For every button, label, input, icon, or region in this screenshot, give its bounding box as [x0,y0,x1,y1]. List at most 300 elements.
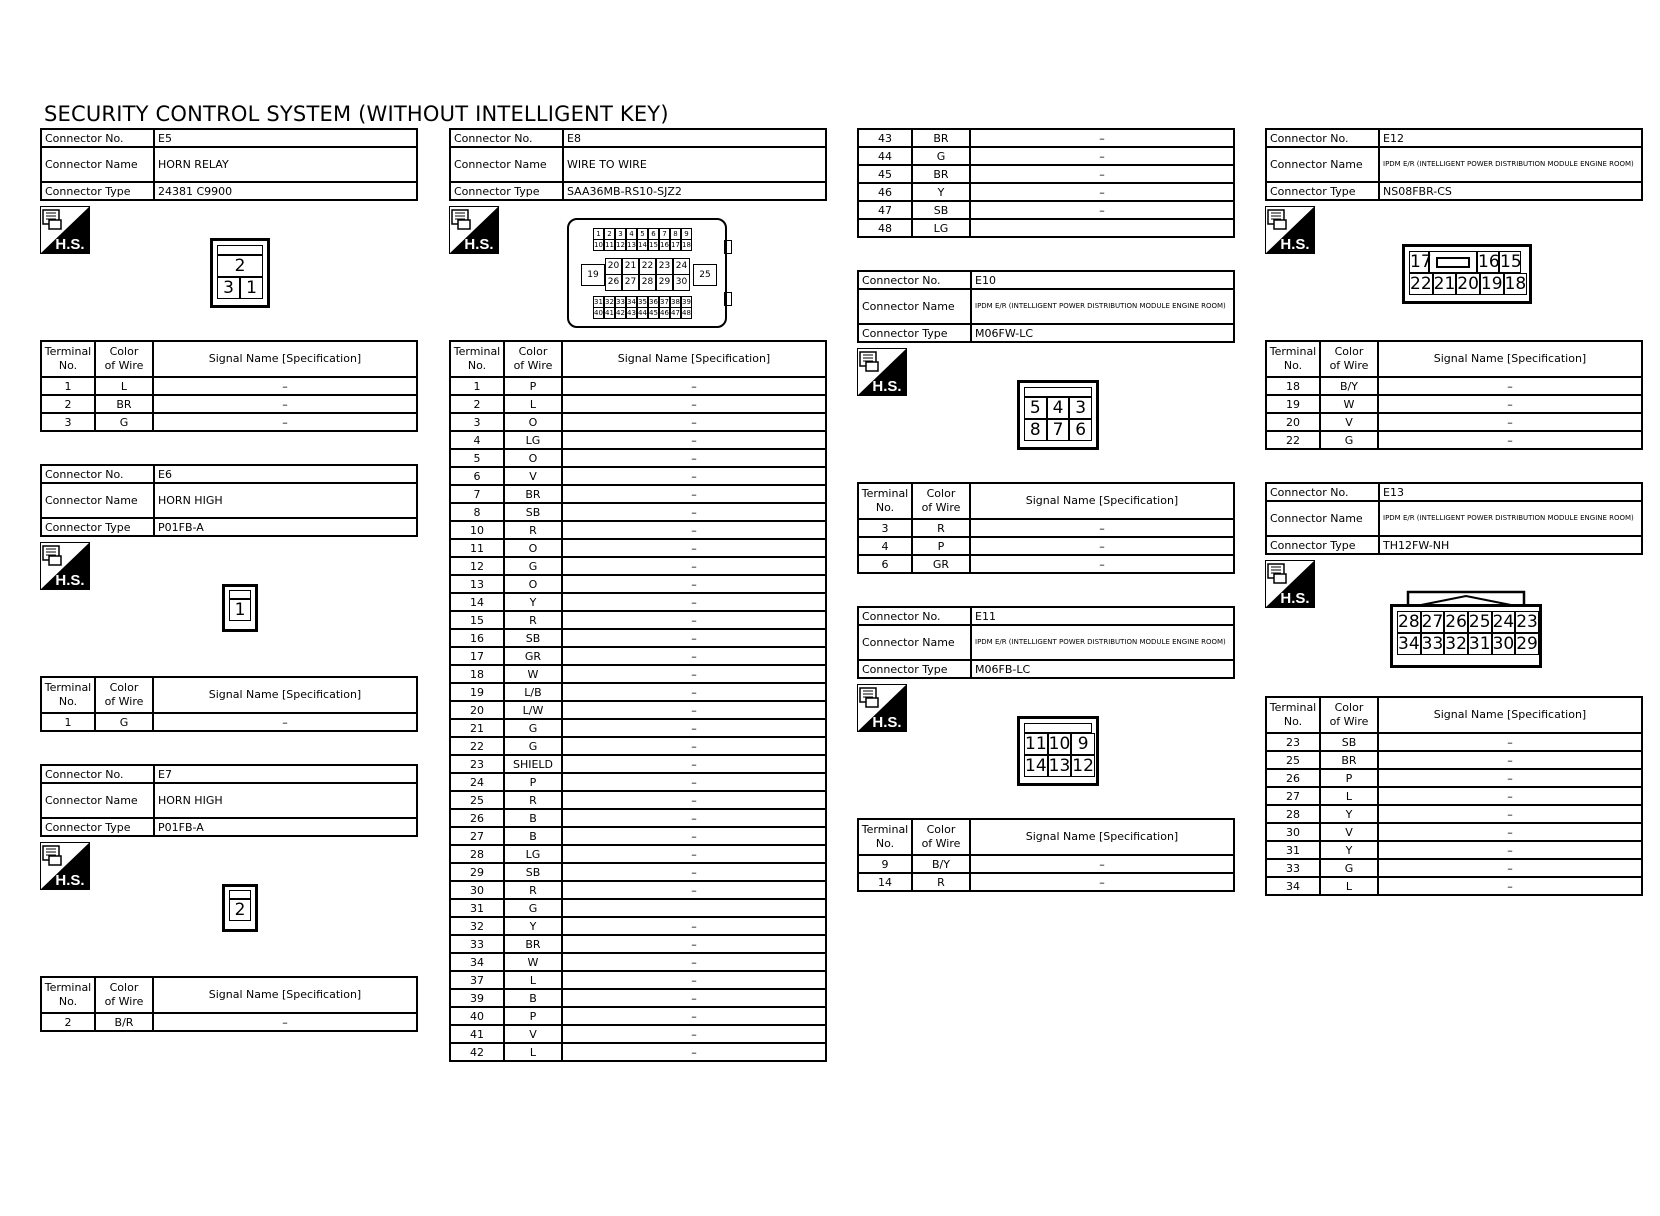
pin: 14 [1025,756,1047,776]
th-color: Color of Wire [912,819,970,855]
wire-color: SHIELD [504,755,562,773]
pin: 38 [671,298,680,306]
pin: 3 [1069,397,1092,419]
pin: 17 [1410,252,1432,272]
wire-color: G [504,899,562,917]
pin: 46 [660,309,669,317]
connector-type: M06FW-LC [971,324,1234,342]
pin: 24 [673,258,690,275]
table-row [858,555,1234,573]
signal-name: – [970,129,1234,147]
terminal-no: 42 [450,1043,504,1061]
signal-name: – [1378,769,1642,787]
signal-name: – [562,773,826,791]
terminal-no: 41 [450,1025,504,1043]
th-color: Color of Wire [95,341,153,377]
terminal-no: 18 [1266,377,1320,395]
wire-color: L/B [504,683,562,701]
wire-color: LG [504,845,562,863]
wire-color: V [1320,413,1378,431]
signal-name [970,219,1234,237]
label-connector-type: Connector Type [858,324,971,342]
signal-name: – [562,467,826,485]
signal-name: – [562,377,826,395]
wire-color: R [504,881,562,899]
wire-color: BR [912,165,970,183]
connector-no: E11 [971,607,1234,625]
pin: 9 [681,228,692,240]
wire-color: BR [504,935,562,953]
wire-color: SB [504,629,562,647]
signal-name: – [562,665,826,683]
terminal-no: 19 [1266,395,1320,413]
pin: 1 [229,599,251,621]
terminal-no: 27 [1266,787,1320,805]
label-connector-type: Connector Type [41,518,154,536]
table-row [450,647,826,665]
table-row [858,519,1234,537]
table-row [858,165,1234,183]
signal-name: – [970,537,1234,555]
terminal-no: 11 [450,539,504,557]
wire-color: L/W [504,701,562,719]
wire-color: B [504,809,562,827]
wire-color: SB [1320,733,1378,751]
table-row [1266,413,1642,431]
signal-name: – [1378,395,1642,413]
table-row [1266,877,1642,895]
signal-name: – [153,413,417,431]
connector-no: E10 [971,271,1234,289]
table-row [450,827,826,845]
table-row [1266,823,1642,841]
terminal-no: 48 [858,219,912,237]
connector-name: WIRE TO WIRE [563,147,826,182]
signal-name: – [562,953,826,971]
signal-name: – [562,827,826,845]
wire-color: Y [504,593,562,611]
wire-color: BR [1320,751,1378,769]
terminal-no: 15 [450,611,504,629]
pin: 6 [648,228,659,240]
hs-icon [40,542,90,590]
wire-color: BR [504,485,562,503]
terminal-no: 23 [1266,733,1320,751]
pin: 39 [682,298,691,306]
terminal-no: 2 [450,395,504,413]
terminal-no: 32 [450,917,504,935]
pin: 41 [605,309,614,317]
pin: 30 [1492,634,1515,654]
table-row [450,809,826,827]
terminal-table-e12 [1265,340,1643,450]
signal-name: – [1378,841,1642,859]
connector-e8 [449,128,827,201]
hs-icon [40,842,90,890]
terminal-table-e7 [40,976,418,1032]
signal-name: – [970,873,1234,891]
pin: 34 [627,298,636,306]
pin: 5 [637,228,648,240]
label-connector-name: Connector Name [1266,147,1379,182]
label-connector-name: Connector Name [858,289,971,324]
pin: 28 [639,274,656,291]
wire-color: G [1320,431,1378,449]
signal-name: – [562,503,826,521]
wire-color: L [1320,877,1378,895]
connector-type: 24381 C9900 [154,182,417,200]
connector-e7 [40,764,418,837]
signal-name: – [562,431,826,449]
wire-color: W [504,953,562,971]
label-connector-type: Connector Type [858,660,971,678]
table-row [450,665,826,683]
pin: 8 [670,228,681,240]
signal-name: – [970,555,1234,573]
terminal-no: 12 [450,557,504,575]
connector-face-e5 [210,238,270,308]
connector-e12 [1265,128,1643,201]
signal-name: – [562,1025,826,1043]
wire-color: G [504,737,562,755]
label-connector-no: Connector No. [858,271,971,289]
wire-color: BR [95,395,153,413]
wire-color: B [504,989,562,1007]
table-row [1266,377,1642,395]
pin: 5 [1024,397,1047,419]
pin: 7 [659,228,670,240]
signal-name: – [562,521,826,539]
th-color: Color of Wire [504,341,562,377]
wire-color: P [504,1007,562,1025]
connector-e11 [857,606,1235,679]
terminal-no: 45 [858,165,912,183]
pin: 18 [682,241,691,249]
th-signal: Signal Name [Specification] [562,341,826,377]
table-row [450,863,826,881]
label-connector-type: Connector Type [41,818,154,836]
pin: 42 [616,309,625,317]
table-row [450,701,826,719]
wire-color: P [912,537,970,555]
terminal-no: 13 [450,575,504,593]
pin: 22 [639,258,656,275]
pin: 40 [594,309,603,317]
signal-name: – [562,629,826,647]
pin: 19 [1480,274,1503,294]
signal-name: – [1378,805,1642,823]
terminal-table-e10 [857,482,1235,574]
connector-face-e11 [1017,716,1099,786]
terminal-no: 17 [450,647,504,665]
page-title: SECURITY CONTROL SYSTEM (WITHOUT INTELLIGENT KEY) [44,102,669,126]
pin: 26 [605,274,622,291]
table-row [41,413,417,431]
pin: 18 [1504,274,1527,294]
wire-color: G [504,719,562,737]
label-connector-no: Connector No. [450,129,563,147]
th-terminal: Terminal No. [450,341,504,377]
table-row [450,737,826,755]
table-row [450,485,826,503]
signal-name: – [1378,751,1642,769]
terminal-no: 18 [450,665,504,683]
table-row [41,377,417,395]
table-row [450,1007,826,1025]
th-signal: Signal Name [Specification] [153,677,417,713]
terminal-no: 25 [450,791,504,809]
signal-name: – [153,377,417,395]
wire-color: LG [912,219,970,237]
pin: 15 [1500,252,1522,272]
table-row [450,881,826,899]
terminal-table-e5 [40,340,418,432]
table-row [450,377,826,395]
svg-text:H.S.: H.S. [55,572,85,589]
signal-name: – [1378,877,1642,895]
pin: 4 [626,228,637,240]
signal-name: – [1378,823,1642,841]
pin: 7 [1047,419,1070,441]
signal-name: – [562,575,826,593]
table-row [450,593,826,611]
wire-color: L [1320,787,1378,805]
table-row [450,683,826,701]
terminal-no: 29 [450,863,504,881]
pin: 8 [1024,419,1047,441]
pin: 30 [673,274,690,291]
signal-name: – [562,917,826,935]
th-terminal: Terminal No. [41,677,95,713]
pin: 35 [638,298,647,306]
wire-color: P [504,377,562,395]
table-row [41,395,417,413]
terminal-no: 26 [450,809,504,827]
pin: 47 [671,309,680,317]
table-row [1266,859,1642,877]
connector-face-e8 [567,218,727,328]
pin: 27 [622,274,639,291]
table-row [450,989,826,1007]
th-color: Color of Wire [912,483,970,519]
wire-color: W [1320,395,1378,413]
terminal-no: 25 [1266,751,1320,769]
table-row [450,719,826,737]
connector-face-e6 [222,584,258,632]
signal-name: – [1378,859,1642,877]
wire-color: O [504,539,562,557]
signal-name: – [562,1043,826,1061]
signal-name: – [562,989,826,1007]
label-connector-name: Connector Name [450,147,563,182]
signal-name: – [562,557,826,575]
wire-color: Y [1320,805,1378,823]
label-connector-name: Connector Name [41,483,154,518]
pin: 33 [616,298,625,306]
terminal-table-e6 [40,676,418,732]
pin: 12 [616,241,625,249]
terminal-no: 30 [450,881,504,899]
connector-type: NS08FBR-CS [1379,182,1642,200]
terminal-no: 28 [1266,805,1320,823]
wire-color: L [95,377,153,395]
connector-type: P01FB-A [154,818,417,836]
th-terminal: Terminal No. [1266,697,1320,733]
terminal-no: 20 [1266,413,1320,431]
wire-color: G [1320,859,1378,877]
th-color: Color of Wire [1320,341,1378,377]
label-connector-no: Connector No. [1266,129,1379,147]
terminal-no: 34 [1266,877,1320,895]
table-row [450,575,826,593]
pin: 1 [593,228,604,240]
wire-color: R [504,791,562,809]
wire-color: G [95,413,153,431]
table-row [858,219,1234,237]
table-row [450,629,826,647]
terminal-no: 24 [450,773,504,791]
connector-name: HORN RELAY [154,147,417,182]
pin: 31 [594,298,603,306]
wire-color: B/R [95,1013,153,1031]
table-row [450,449,826,467]
signal-name: – [1378,787,1642,805]
th-terminal: Terminal No. [858,819,912,855]
table-row [450,845,826,863]
terminal-no: 9 [858,855,912,873]
terminal-no: 21 [450,719,504,737]
connector-face-e10 [1017,380,1099,450]
pin: 26 [1445,612,1467,632]
wire-color: W [504,665,562,683]
terminal-no: 1 [450,377,504,395]
label-connector-no: Connector No. [41,465,154,483]
wire-color: G [95,713,153,731]
pin: 16 [660,241,669,249]
connector-name: IPDM E/R (INTELLIGENT POWER DISTRIBUTION MODULE ENGINE ROOM) [1379,501,1642,536]
pin: 23 [1516,612,1538,632]
pin: 14 [638,241,647,249]
terminal-no: 33 [450,935,504,953]
terminal-no: 44 [858,147,912,165]
wire-color: V [504,1025,562,1043]
connector-e6 [40,464,418,537]
table-row [1266,805,1642,823]
terminal-no: 26 [1266,769,1320,787]
table-row [858,147,1234,165]
table-row [41,713,417,731]
signal-name: – [1378,413,1642,431]
connector-name: IPDM E/R (INTELLIGENT POWER DISTRIBUTION MODULE ENGINE ROOM) [1379,147,1642,182]
connector-name: IPDM E/R (INTELLIGENT POWER DISTRIBUTION MODULE ENGINE ROOM) [971,289,1234,324]
hs-icon [1265,206,1315,254]
terminal-no: 14 [858,873,912,891]
pin: 10 [1048,734,1071,754]
signal-name: – [562,449,826,467]
svg-text:H.S.: H.S. [1280,236,1310,253]
label-connector-no: Connector No. [41,765,154,783]
signal-name: – [562,1007,826,1025]
terminal-no: 43 [858,129,912,147]
terminal-table-e13 [1265,696,1643,896]
signal-name: – [153,1013,417,1031]
wire-color: GR [912,555,970,573]
terminal-no: 47 [858,201,912,219]
pin: 43 [627,309,636,317]
terminal-no: 39 [450,989,504,1007]
pin: 48 [682,309,691,317]
th-signal: Signal Name [Specification] [970,819,1234,855]
th-terminal: Terminal No. [41,341,95,377]
signal-name [562,899,826,917]
pin: 37 [660,298,669,306]
wire-color: SB [504,863,562,881]
signal-name: – [153,395,417,413]
pin: 3 [615,228,626,240]
signal-name: – [970,165,1234,183]
pin: 25 [693,264,717,286]
table-row [450,1025,826,1043]
wire-color: L [504,395,562,413]
terminal-no: 6 [858,555,912,573]
table-row [450,557,826,575]
signal-name: – [970,855,1234,873]
pin: 3 [217,277,240,299]
terminal-no: 30 [1266,823,1320,841]
wire-color: O [504,575,562,593]
th-signal: Signal Name [Specification] [1378,341,1642,377]
pin: 6 [1069,419,1092,441]
svg-text:H.S.: H.S. [1280,590,1310,607]
hs-icon [857,684,907,732]
pin: 24 [1492,612,1515,632]
terminal-no: 31 [450,899,504,917]
hs-icon [1265,560,1315,608]
connector-no: E12 [1379,129,1642,147]
pin: 21 [622,258,639,275]
th-signal: Signal Name [Specification] [153,341,417,377]
connector-type: P01FB-A [154,518,417,536]
terminal-no: 27 [450,827,504,845]
signal-name: – [562,701,826,719]
wire-color: GR [504,647,562,665]
pin: 25 [1468,612,1491,632]
th-terminal: Terminal No. [41,977,95,1013]
wire-color: Y [504,917,562,935]
signal-name: – [562,647,826,665]
connector-type: TH12FW-NH [1379,536,1642,554]
wire-color: O [504,413,562,431]
wire-color: BR [912,129,970,147]
terminal-table-e8-continued [857,128,1235,238]
signal-name: – [562,971,826,989]
terminal-no: 1 [41,713,95,731]
terminal-no: 34 [450,953,504,971]
wire-color: V [1320,823,1378,841]
table-row [450,1043,826,1061]
terminal-table-e11 [857,818,1235,892]
table-row [1266,841,1642,859]
pin: 29 [1516,634,1538,654]
pin: 9 [1071,733,1095,755]
table-row [450,431,826,449]
label-connector-name: Connector Name [1266,501,1379,536]
pin: 23 [656,258,673,275]
label-connector-name: Connector Name [858,625,971,660]
table-row [1266,787,1642,805]
terminal-no: 31 [1266,841,1320,859]
signal-name: – [562,737,826,755]
